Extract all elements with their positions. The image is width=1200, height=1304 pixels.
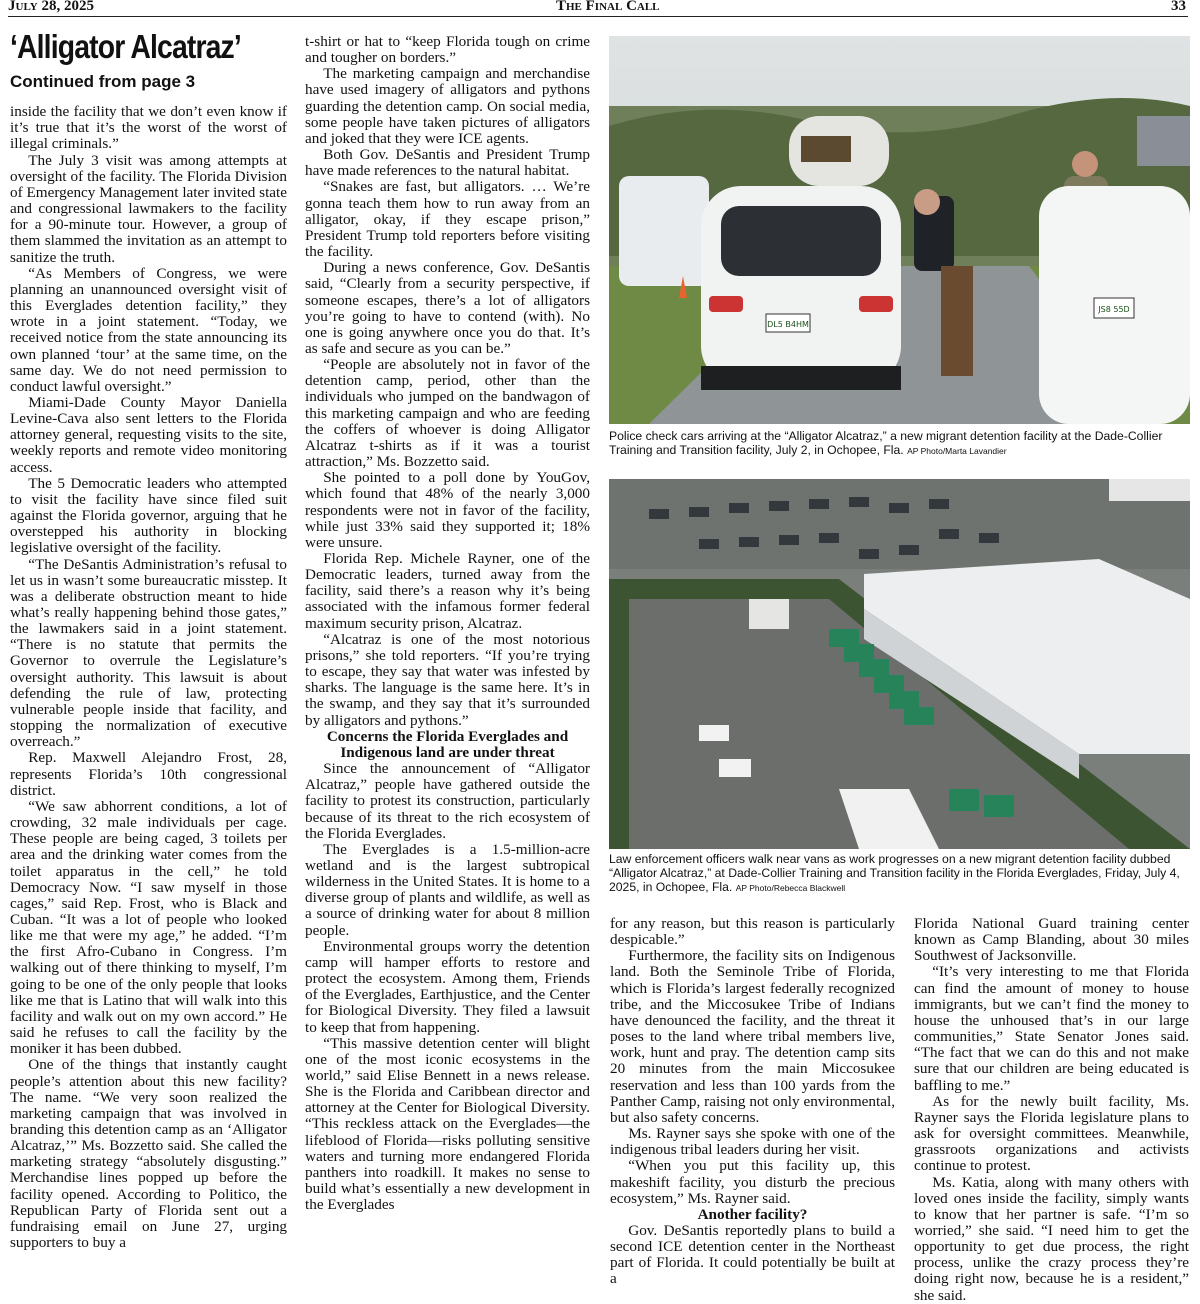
- paragraph: Ms. Rayner says she spoke with one of the indigenous tribal leaders during her visit.: [610, 1125, 895, 1159]
- headline: ‘Alligator Alcatraz’: [10, 28, 241, 65]
- paragraph: t-shirt or hat to “keep Florida tough on crime and tougher on borders.”: [305, 33, 590, 67]
- paragraph: “When you put this facility up, this makeshift facility, you disturb the precious ecosystem,” Ms. Rayner said.: [610, 1157, 895, 1207]
- paragraph: inside the facility that we don’t even know if it’s true that it’s the worst of the worst of illegal criminals.”: [10, 103, 287, 153]
- paragraph: The July 3 visit was among attempts at oversight of the facility. The Florida Division of Emergency Management later invited state and congressional lawmakers to the facility for a 90-minute tour. However, a group of them slammed the invitation as an attempt to sanitize the truth.: [10, 151, 287, 266]
- paragraph: Florida Rep. Michele Rayner, one of the Democratic leaders, turned away from the facility, said there’s a reason why it’s being associated with the infamous former federal maximum security prison, Alcatraz.: [305, 550, 590, 632]
- paragraph: “People are absolutely not in favor of the detention camp, period, other than the individuals who jumped on the bandwagon of this marketing campaign and who are feeding the coffers of whoever is doing Alligator Alcatraz t-shirts as if it was a tourist attraction,” Ms. Bozzetto said.: [305, 356, 590, 471]
- column-2-body: [305, 34, 590, 729]
- column-4-body: [914, 916, 1189, 1304]
- plate-text-2: JS8 55D: [1098, 305, 1130, 314]
- paragraph: As for the newly built facility, Ms. Rayner says the Florida legislature plans to ask for oversight committees. Meanwhile, grassroots organizations and activists continue to protest.: [914, 1092, 1189, 1175]
- paragraph: Gov. DeSantis reportedly plans to build a second ICE detention center in the Northeast part of Florida. It could potentially be built at a: [610, 1221, 895, 1288]
- paragraph: One of the things that instantly caught people’s attention about this new facility? The name. “We very soon realized the marketing campaign that was involved in branding this detention camp as an ‘Alligator Alcatraz,’” Ms. Bozzetto said. She called the marketing strategy “absolutely disgusting.” Merchandise lines popped up before the facility opened. According to Politico, the Republican Party of Florida sent out a fundraising email on June 27, urging supporters to buy a: [10, 1056, 287, 1252]
- paragraph: “Snakes are fast, but alligators. … We’re gonna teach them how to run away from an alligator, okay, if they escape prison,” President Trump told reporters before visiting the facility.: [305, 178, 590, 261]
- publication-name: The Final Call: [556, 0, 660, 14]
- subhead-another-facility: Another facility?: [697, 1205, 808, 1223]
- photo-2-caption-text: Law enforcement officers walk near vans as work progresses on a new migrant detention facility dubbed “Alligator Alcatraz,” at Dade-Collier Training and Transition facility in the Florida Everglades, Friday, July 4, 2025, in Ochopee, Fla.: [609, 852, 1180, 894]
- column-1-body: [10, 104, 287, 1251]
- page-header: [8, 0, 1188, 17]
- paragraph: “This massive detention center will blight one of the most iconic ecosystems in the world,” said Elise Bennett in a news release. She is the Florida and Caribbean director and attorney at the Center for Biological Diversity. “This reckless attack on the Everglades—the lifeblood of Florida—risks polluting sensitive waters and turning more endangered Florida panthers into roadkill. It makes no sense to build what’s essentially a new development in the Everglades: [305, 1034, 590, 1214]
- paragraph: Both Gov. DeSantis and President Trump have made references to the natural habitat.: [305, 146, 590, 180]
- paragraph: Environmental groups worry the detention camp will hamper efforts to restore and protect the ecosystem. Among them, Friends of the Everglades, Earthjustice, and the Center for Biological Diversity. They filed a lawsuit to keep that from happening.: [305, 937, 590, 1036]
- paragraph: for any reason, but this reason is particularly despicable.”: [610, 915, 895, 949]
- column-2: [305, 34, 590, 1213]
- photo-1-caption-text: Police check cars arriving at the “Alligator Alcatraz,” a new migrant detention facility at the Dade-Collier Training and Transition facility, July 2, in Ochopee, Fla.: [609, 429, 1163, 457]
- paragraph: She pointed to a poll done by YouGov, which found that 48% of the nearly 3,000 respondents were not in favor of the facility, while just 33% said they supported it; 18% were unsure.: [305, 469, 590, 551]
- paragraph: The Everglades is a 1.5-million-acre wetland and is the largest subtropical wilderness in the United States. It is home to a diverse group of plants and wildlife, as well as a source of drinking water for about 8 million people.: [305, 840, 590, 939]
- paragraph: “Alcatraz is one of the most notorious prisons,” she told reporters. “If you’re trying to escape, they say that water was infested by sharks. The language is the same here. It’s in the swamp, and they say that it’s surrounded by alligators and pythons.”: [305, 630, 590, 729]
- photo-1-caption: [609, 429, 1190, 458]
- issue-date: July 28, 2025: [8, 0, 94, 14]
- aerial-image: [609, 479, 1190, 849]
- checkpoint-image: [609, 36, 1190, 424]
- paragraph: “It’s very interesting to me that Florida can find the amount of money to house immigrants, but we can’t find the money to house the unhoused that’s in our large communities,” State Senator Jones said. “The fact that we can do this and not make sure that our children are being educated is baffling to me.”: [914, 963, 1189, 1094]
- photo-aerial-facility: [609, 479, 1190, 849]
- paragraph: Furthermore, the facility sits on Indigenous land. Both the Seminole Tribe of Florida, which is Florida’s largest federally recognized tribe, and the Miccosukee Tribe of Indians have denounced the facility, and the threat it poses to the land where tribal members live, work, hunt and pray. The detention camp sits 20 minutes from the main Miccosukee reservation and less than 100 yards from the Panther Camp, raising not only environmental, but also safety concerns.: [610, 947, 895, 1126]
- photo-2-credit: AP Photo/Rebecca Blackwell: [735, 883, 846, 893]
- continued-label: Continued from page 3: [10, 72, 196, 91]
- column-3: [610, 916, 895, 1288]
- photo-2-caption: [609, 852, 1190, 895]
- photo-1-credit: AP Photo/Marta Lavandier: [907, 446, 1007, 456]
- paragraph: Since the announcement of “Alligator Alcatraz,” people have gathered outside the facility to protest its construction, particularly because of its threat to the rich ecosystem of the Florida Everglades.: [305, 760, 590, 842]
- column-4: [914, 916, 1189, 1304]
- paragraph: The marketing campaign and merchandise have used imagery of alligators and pythons guarding the detention camp. On social media, some people have taken pictures of alligators and joked that they were ICE agents.: [305, 65, 590, 147]
- column-3b-body: [610, 1223, 895, 1288]
- paragraph: “As Members of Congress, we were planning an unannounced oversight visit of this Everglades detention facility,” they wrote in a joint statement. “Today, we received notice from the state announcing its own planned ‘tour’ at the same time, on the same day. We do not need permission to conduct lawful oversight.”: [10, 264, 287, 395]
- paragraph: Miami-Dade County Mayor Daniella Levine-Cava also sent letters to the Florida attorney general, requesting visits to the site, weekly reports and remote video monitoring access.: [10, 393, 287, 476]
- paragraph: Florida National Guard training center known as Camp Blanding, about 30 miles Southwest of Jacksonville.: [914, 915, 1189, 965]
- paragraph: “The DeSantis Administration’s refusal to let us in wasn’t some bureaucratic misstep. It was a deliberate obstruction meant to hide what’s really happening behind those gates,” the lawmakers said in a joint statement. “There is no statute that permits the Governor to overrule the Legislature’s oversight authority. This lawsuit is about defending the rule of law, protecting vulnerable people inside that facility, and stopping the normalization of executive overreach.”: [10, 555, 287, 751]
- paragraph: Rep. Maxwell Alejandro Frost, 28, represents Florida’s 10th congressional district.: [10, 749, 287, 799]
- paragraph: Ms. Katia, along with many others with loved ones inside the facility, simply wants to know that her partner is safe. “I’m so worried,” she said. “I need him to get the opportunity to get due process, the right process, unlike the crazy process they’re doing right now, because he is a resident,” she said.: [914, 1173, 1189, 1304]
- photo-police-checkpoint: [609, 36, 1190, 424]
- paragraph: “We saw abhorrent conditions, a lot of crowding, 32 male individuals per cage. These people are being caged, 3 toilets per area and the drinking water comes from the toilet apparatus in the cell,” he told Democracy Now. “I saw myself in those cages,” said Rep. Frost, who is Black and Cuban. “It was a lot of people who looked like me that were my age,” he added. “I’m the first Afro-Cubano in Congress. I’m walking out of there thinking to myself, I’m going to be one of the only people that looks like me that is Latino that will walk into this facility and walk out on my own accord.” He said he refuses to call the facility by the moniker it has been dubbed.: [10, 797, 287, 1058]
- paragraph: The 5 Democratic leaders who attempted to visit the facility have since filed suit against the Florida governor, arguing that he overstepped his authority in blocking legislative oversight of the facility.: [10, 474, 287, 557]
- column-2b-body: [305, 761, 590, 1213]
- subhead-everglades: Concerns the Florida Everglades and Indigenous land are under threat: [326, 727, 569, 761]
- page-number: 33: [1171, 0, 1186, 14]
- column-3-body: [610, 916, 895, 1207]
- plate-text: DL5 B4HM: [767, 320, 809, 329]
- column-1: [10, 28, 287, 1251]
- paragraph: During a news conference, Gov. DeSantis said, “Clearly from a security perspective, if someone escapes, there’s a lot of alligators you’re going to have to contend (with). No one is going anywhere once you do that. It’s as safe and secure as you can be.”: [305, 259, 590, 357]
